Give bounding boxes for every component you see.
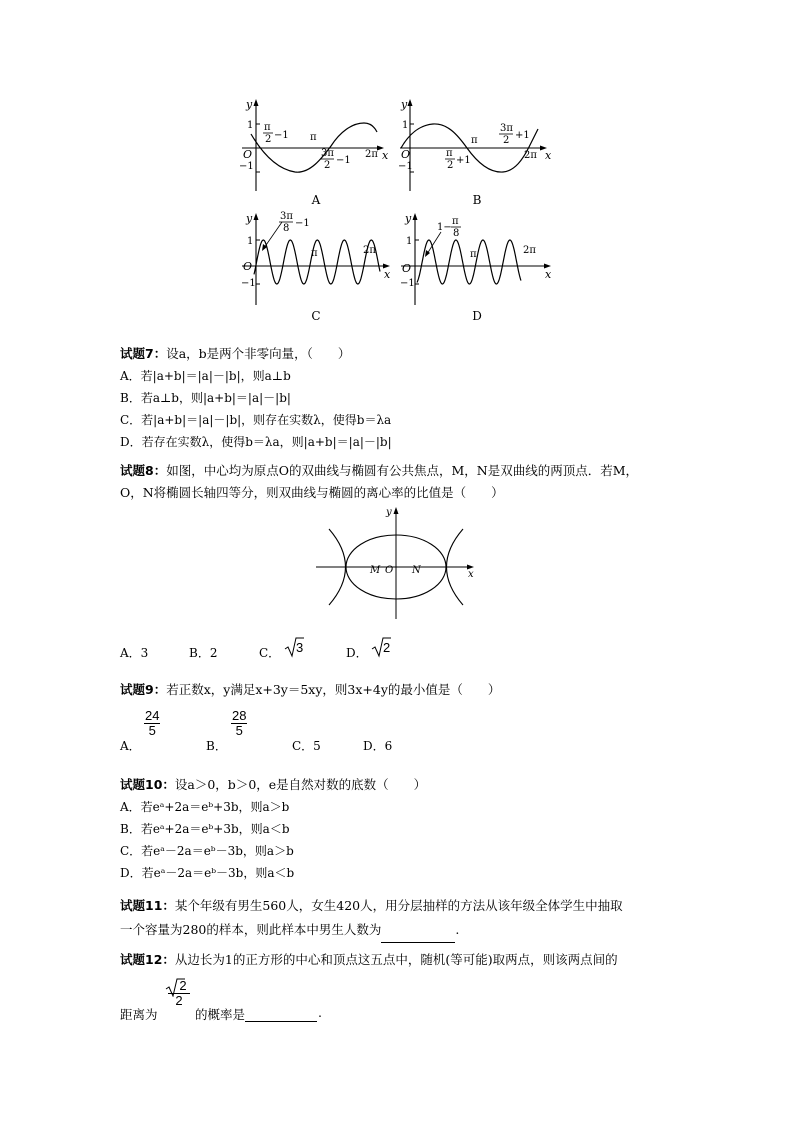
question-7-option-d: D．若存在实数λ，使得b＝λa，则|a+b|＝|a|－|b| — [120, 435, 392, 449]
question-12-line2-post: 的概率是 — [195, 1007, 246, 1022]
question-9-head: 试题9： — [120, 682, 167, 697]
label-3pi-8-tail: −1 — [295, 218, 310, 229]
question-8-line2: O，N将椭圆长轴四等分，则双曲线与椭圆的离心率的比值是（ ） — [120, 485, 504, 500]
label-pi-half-num: π — [446, 148, 453, 159]
y-axis-label: y — [386, 507, 392, 518]
question-8-options — [120, 636, 620, 662]
label-3pi-half-tail: +1 — [515, 130, 530, 141]
y-axis-label: y — [405, 212, 412, 225]
fraction-numerator: 28 — [232, 708, 247, 723]
tick-label-neg1: −1 — [398, 161, 413, 172]
question-9-option-d: D．6 — [363, 739, 393, 753]
question-10 — [120, 774, 720, 884]
question-12-head: 试题12： — [120, 952, 175, 967]
question-12-tail: . — [318, 1005, 322, 1020]
answer-blank[interactable] — [245, 1005, 317, 1022]
fraction-numerator: 2 — [168, 979, 190, 994]
origin-label: O — [402, 262, 412, 275]
label-3pi-half-den: 2 — [324, 160, 331, 171]
question-8-line1: 如图，中心均为原点O的双曲线与椭圆有公共焦点，M，N是双曲线的两顶点．若M， — [166, 463, 638, 478]
label-2pi: 2π — [524, 150, 537, 161]
question-8-option-d-value: 2 — [383, 640, 391, 655]
ellipse-hyperbola-figure — [312, 503, 480, 621]
y-axis-label: y — [401, 98, 408, 111]
question-7-option-c: C．若|a+b|＝|a|－|b|，则存在实数λ，使得b＝λa — [120, 413, 392, 427]
graph-b — [397, 96, 553, 194]
tick-label-neg1: −1 — [241, 278, 256, 289]
label-2pi: 2π — [365, 149, 378, 160]
label-3pi-half-num: 3π — [321, 148, 334, 159]
question-10-option-b: B．若eᵃ+2a＝eᵇ+3b，则a＜b — [120, 822, 290, 836]
tick-label-1: 1 — [247, 236, 254, 247]
origin-label: O — [243, 260, 253, 273]
question-7-stem: 设a，b是两个非零向量，（ ） — [166, 346, 351, 361]
question-11-tail: . — [455, 922, 460, 937]
label-2pi: 2π — [523, 245, 536, 256]
x-axis-label: x — [468, 569, 474, 580]
label-pi-8-den: 8 — [453, 228, 460, 239]
y-axis-label: y — [246, 212, 253, 225]
question-11-head: 试题11： — [120, 898, 175, 913]
question-10-head: 试题10： — [120, 777, 175, 792]
label-pi-half-den: 2 — [447, 160, 454, 171]
tick-label-1: 1 — [402, 120, 409, 131]
graph-c — [238, 210, 394, 308]
label-1-minus-pi-8-pre: 1− — [437, 222, 452, 233]
question-7-option-a: A．若|a+b|＝|a|－|b|，则a⊥b — [120, 369, 291, 383]
question-8-option-d: D． — [346, 646, 368, 660]
question-9-options — [120, 706, 620, 752]
question-9-option-c: C．5 — [292, 739, 321, 753]
question-10-option-d: D．若eᵃ－2a＝eᵇ－3b，则a＜b — [120, 866, 295, 880]
question-9-option-b: B． — [206, 739, 227, 753]
question-10-stem: 设a＞0，b＞0，e是自然对数的底数（ ） — [174, 777, 427, 792]
label-pi-8-num: π — [452, 216, 459, 227]
question-9-option-b-fraction — [231, 709, 247, 738]
question-12-line1-row — [120, 948, 618, 972]
question-12-fraction — [168, 979, 190, 1008]
question-8-head: 试题8： — [120, 463, 167, 478]
graph-d — [397, 210, 555, 308]
tick-label-1: 1 — [406, 236, 413, 247]
question-12-line2-pre: 距离为 — [120, 1007, 158, 1022]
fraction-denominator: 5 — [148, 723, 156, 738]
question-8-option-c: C． — [259, 646, 281, 660]
label-pi-half-den: 2 — [265, 134, 272, 145]
fraction-denominator: 2 — [175, 993, 183, 1008]
tick-label-neg1: −1 — [400, 278, 415, 289]
fraction-numerator: 24 — [145, 708, 160, 723]
question-11-line2: 一个容量为280的样本，则此样本中男生人数为 — [120, 922, 382, 937]
question-9-option-a-fraction — [144, 709, 160, 738]
label-3pi-half-tail: −1 — [336, 155, 351, 166]
question-7 — [120, 343, 720, 453]
label-pi-half-tail: −1 — [274, 130, 289, 141]
question-11 — [120, 894, 720, 943]
graph-a-caption: A — [311, 193, 321, 207]
label-3pi-half-den: 2 — [503, 135, 510, 146]
label-2pi: 2π — [363, 245, 376, 256]
graph-d-caption: D — [472, 309, 482, 323]
graph-a — [238, 96, 390, 194]
question-12-line1: 从边长为1的正方形的中心和顶点这五点中，随机(等可能)取两点，则该两点间的 — [174, 952, 618, 967]
fraction-denominator: 5 — [235, 723, 243, 738]
question-12-line2-row — [120, 975, 520, 1025]
label-3pi-8-den: 8 — [283, 223, 290, 234]
question-9-stem-line — [120, 679, 500, 701]
label-3pi-half-num: 3π — [500, 123, 513, 134]
question-9-option-a: A． — [120, 739, 141, 753]
graph-b-caption: B — [472, 193, 482, 207]
label-pi: π — [470, 249, 477, 260]
vertex-n-label: N — [412, 565, 421, 576]
question-10-option-a: A．若eᵃ+2a＝eᵇ+3b，则a＞b — [120, 800, 290, 814]
label-pi: π — [311, 248, 318, 259]
label-pi-half-num: π — [264, 122, 271, 133]
question-10-option-c: C．若eᵃ－2a＝eᵇ－3b，则a＞b — [120, 844, 294, 858]
tick-label-neg1: −1 — [239, 161, 254, 172]
origin-label: O — [385, 565, 394, 576]
origin-label: O — [243, 148, 253, 161]
origin-label: O — [401, 148, 411, 161]
label-pi: π — [310, 132, 317, 143]
y-axis-label: y — [246, 98, 253, 111]
x-axis-label: x — [382, 149, 389, 162]
graph-c-caption: C — [311, 309, 321, 323]
question-8-option-c-value: 3 — [296, 640, 304, 655]
answer-blank[interactable] — [381, 918, 455, 943]
x-axis-label: x — [384, 268, 391, 281]
question-7-head: 试题7： — [120, 346, 167, 361]
question-8-option-b: B．2 — [189, 646, 218, 660]
label-pi: π — [471, 135, 478, 146]
vertex-m-label: M — [370, 565, 381, 576]
label-3pi-8-num: 3π — [280, 211, 293, 222]
question-9-stem: 若正数x，y满足x+3y＝5xy，则3x+4y的最小值是（ ） — [166, 682, 501, 697]
x-axis-label: x — [545, 268, 552, 281]
tick-label-1: 1 — [247, 120, 254, 131]
question-7-option-b: B．若a⊥b，则|a+b|＝|a|－|b| — [120, 391, 291, 405]
question-8 — [120, 460, 720, 504]
x-axis-label: x — [545, 149, 552, 162]
question-11-line1: 某个年级有男生560人，女生420人，用分层抽样的方法从该年级全体学生中抽取 — [174, 898, 623, 913]
label-pi-half-tail: +1 — [456, 155, 471, 166]
question-8-option-a: A．3 — [120, 646, 149, 660]
